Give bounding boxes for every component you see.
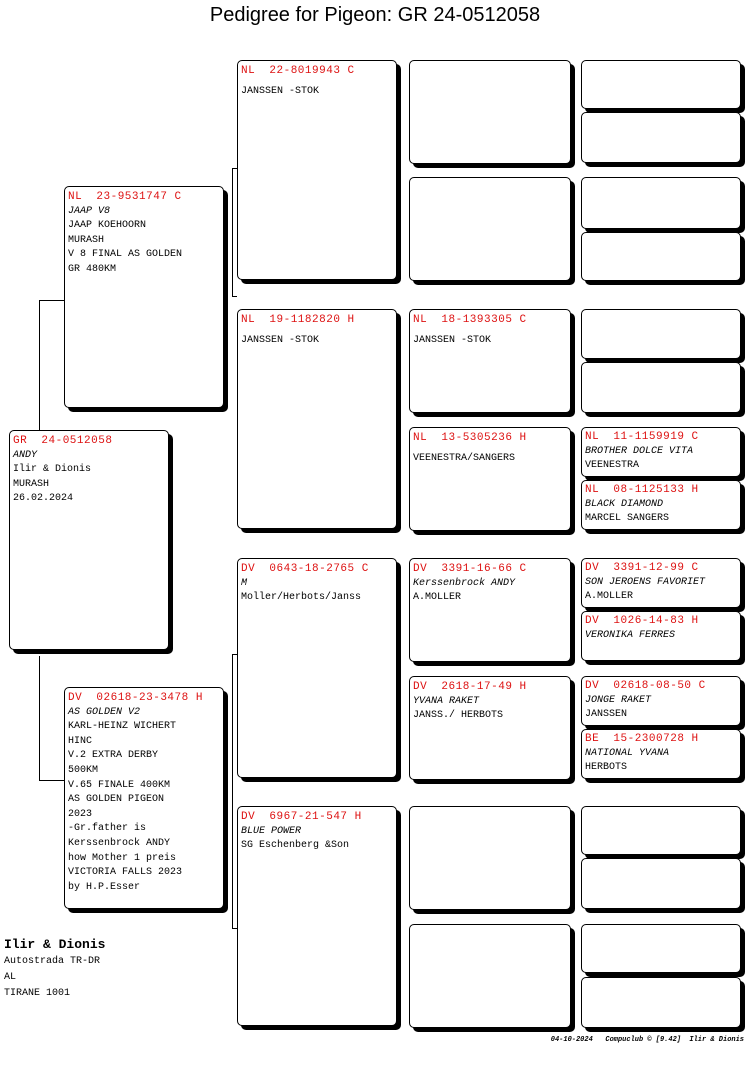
connector-line [39,656,40,780]
pigeon-card-gen5[interactable] [581,558,741,608]
info-line: V.65 FINALE 400KM [68,779,171,791]
pigeon-name: NATIONAL YVANA [585,747,670,759]
pigeon-card-empty[interactable] [581,232,741,281]
pigeon-name: M [241,577,248,589]
address-line: TIRANE 1001 [4,988,71,999]
breeder: KARL-HEINZ WICHERT [68,721,177,733]
breeder: VEENESTRA [585,459,640,471]
pigeon-card-empty[interactable] [581,112,741,163]
address-line: Autostrada TR-DR [4,956,101,967]
pigeon-card-empty[interactable] [409,806,571,910]
pigeon-card-empty[interactable] [581,977,741,1028]
connector-line [232,654,233,928]
connector-line [232,296,237,297]
pigeon-name: SON JEROENS FAVORIET [585,576,706,588]
breeder: A.MOLLER [585,590,634,602]
pigeon-name: BLACK DIAMOND [585,498,664,510]
ring-number: GR 24-0512058 [13,435,113,447]
ring-number: NL 22-8019943 C [241,65,355,77]
pigeon-name: JONGE RAKET [585,694,652,706]
breeder: JANSSEN [585,708,628,720]
pigeon-card-gen5[interactable] [581,427,741,477]
connector-line [232,168,233,296]
breeder: SG Eschenberg &Son [241,840,350,852]
ring-number: NL 18-1393305 C [413,314,527,326]
info-line: V 8 FINAL AS GOLDEN [68,249,183,261]
ring-number: DV 6967-21-547 H [241,811,362,823]
pigeon-card-empty[interactable] [581,177,741,229]
breeder: JAAP KOEHOORN [68,220,147,232]
pigeon-card-sire[interactable] [64,186,224,408]
pigeon-card-empty[interactable] [581,806,741,855]
pigeon-card-empty[interactable] [581,858,741,909]
pigeon-name: AS GOLDEN V2 [68,706,141,718]
info-line: 2023 [68,808,93,820]
breeder: Moller/Herbots/Janss [241,592,362,604]
address-line: AL [4,972,17,983]
ring-number: DV 02618-23-3478 H [68,692,203,704]
pigeon-name: BROTHER DOLCE VITA [585,445,694,457]
info-line: 500KM [68,764,99,776]
pigeon-card-subject[interactable] [9,430,169,650]
breeder: MARCEL SANGERS [585,512,670,524]
ring-number: NL 13-5305236 H [413,432,527,444]
pigeon-card-empty[interactable] [581,60,741,109]
pigeon-card-sire-dam-dam[interactable] [409,427,571,531]
pigeon-card-dam[interactable] [64,687,224,909]
footer-text: 04-10-2024 Compuclub © [9.42] Ilir & Dionis [550,1036,744,1044]
pigeon-card-dam-sire-dam[interactable] [409,676,571,780]
pigeon-card-gen5[interactable] [581,480,741,530]
breeder: VEENESTRA/SANGERS [413,452,516,464]
ring-number: NL 23-9531747 C [68,191,182,203]
ring-number: DV 3391-12-99 C [585,562,699,574]
ring-number: NL 08-1125133 H [585,484,699,496]
info-line: VICTORIA FALLS 2023 [68,867,183,879]
info-line: V.2 EXTRA DERBY [68,750,159,762]
pigeon-card-gen5[interactable] [581,676,741,726]
ring-number: DV 1026-14-83 H [585,615,699,627]
ring-number: DV 02618-08-50 C [585,680,706,692]
breeder: JANSS./ HERBOTS [413,710,504,722]
pigeon-card-empty[interactable] [581,309,741,359]
breeder: JANSSEN -STOK [241,85,320,97]
pigeon-card-gen5[interactable] [581,611,741,661]
pigeon-card-empty[interactable] [409,60,571,164]
info-line: 26.02.2024 [13,493,74,505]
ring-number: BE 15-2300728 H [585,733,699,745]
connector-line [39,300,40,430]
pigeon-card-sire-sire[interactable] [237,60,397,280]
info-line: by H.P.Esser [68,881,141,893]
pigeon-card-sire-dam-sire[interactable] [409,309,571,413]
pigeon-name: YVANA RAKET [413,695,480,707]
pigeon-card-empty[interactable] [409,177,571,281]
info-line: -Gr.father is [68,823,147,835]
pigeon-card-dam-sire-sire[interactable] [409,558,571,662]
ring-number: DV 0643-18-2765 C [241,563,369,575]
pigeon-name: VERONIKA FERRES [585,629,676,641]
page-title: Pedigree for Pigeon: GR 24-0512058 [209,4,541,26]
breeder: HERBOTS [585,761,628,773]
pigeon-name: Kerssenbrock ANDY [413,577,516,589]
pigeon-name: ANDY [13,449,38,461]
connector-line [39,300,65,301]
info-line: GR 480KM [68,263,117,275]
pigeon-card-sire-dam[interactable] [237,309,397,529]
ring-number: DV 3391-16-66 C [413,563,527,575]
info-line: HINC [68,735,93,747]
pigeon-card-dam-dam[interactable] [237,806,397,1026]
pigeon-card-empty[interactable] [581,924,741,973]
ring-number: NL 11-1159919 C [585,431,699,443]
breeder: JANSSEN -STOK [413,334,492,346]
info-line: AS GOLDEN PIGEON [68,794,165,806]
breeder: Ilir & Dionis [13,464,92,476]
ring-number: NL 19-1182820 H [241,314,355,326]
owner-address [4,936,105,1002]
pigeon-name: JAAP V8 [68,205,111,217]
info-line: MURASH [13,478,50,490]
pigeon-card-empty[interactable] [581,362,741,413]
info-line: MURASH [68,234,105,246]
breeder: JANSSEN -STOK [241,334,320,346]
breeder: A.MOLLER [413,592,462,604]
pigeon-card-gen5[interactable] [581,729,741,779]
info-line: how Mother 1 preis [68,852,177,864]
pigeon-name: BLUE POWER [241,825,302,837]
ring-number: DV 2618-17-49 H [413,681,527,693]
pigeon-card-dam-sire[interactable] [237,558,397,778]
connector-line [39,780,65,781]
info-line: Kerssenbrock ANDY [68,837,171,849]
pigeon-card-empty[interactable] [409,924,571,1028]
owner-name: Ilir & Dionis [4,937,106,952]
